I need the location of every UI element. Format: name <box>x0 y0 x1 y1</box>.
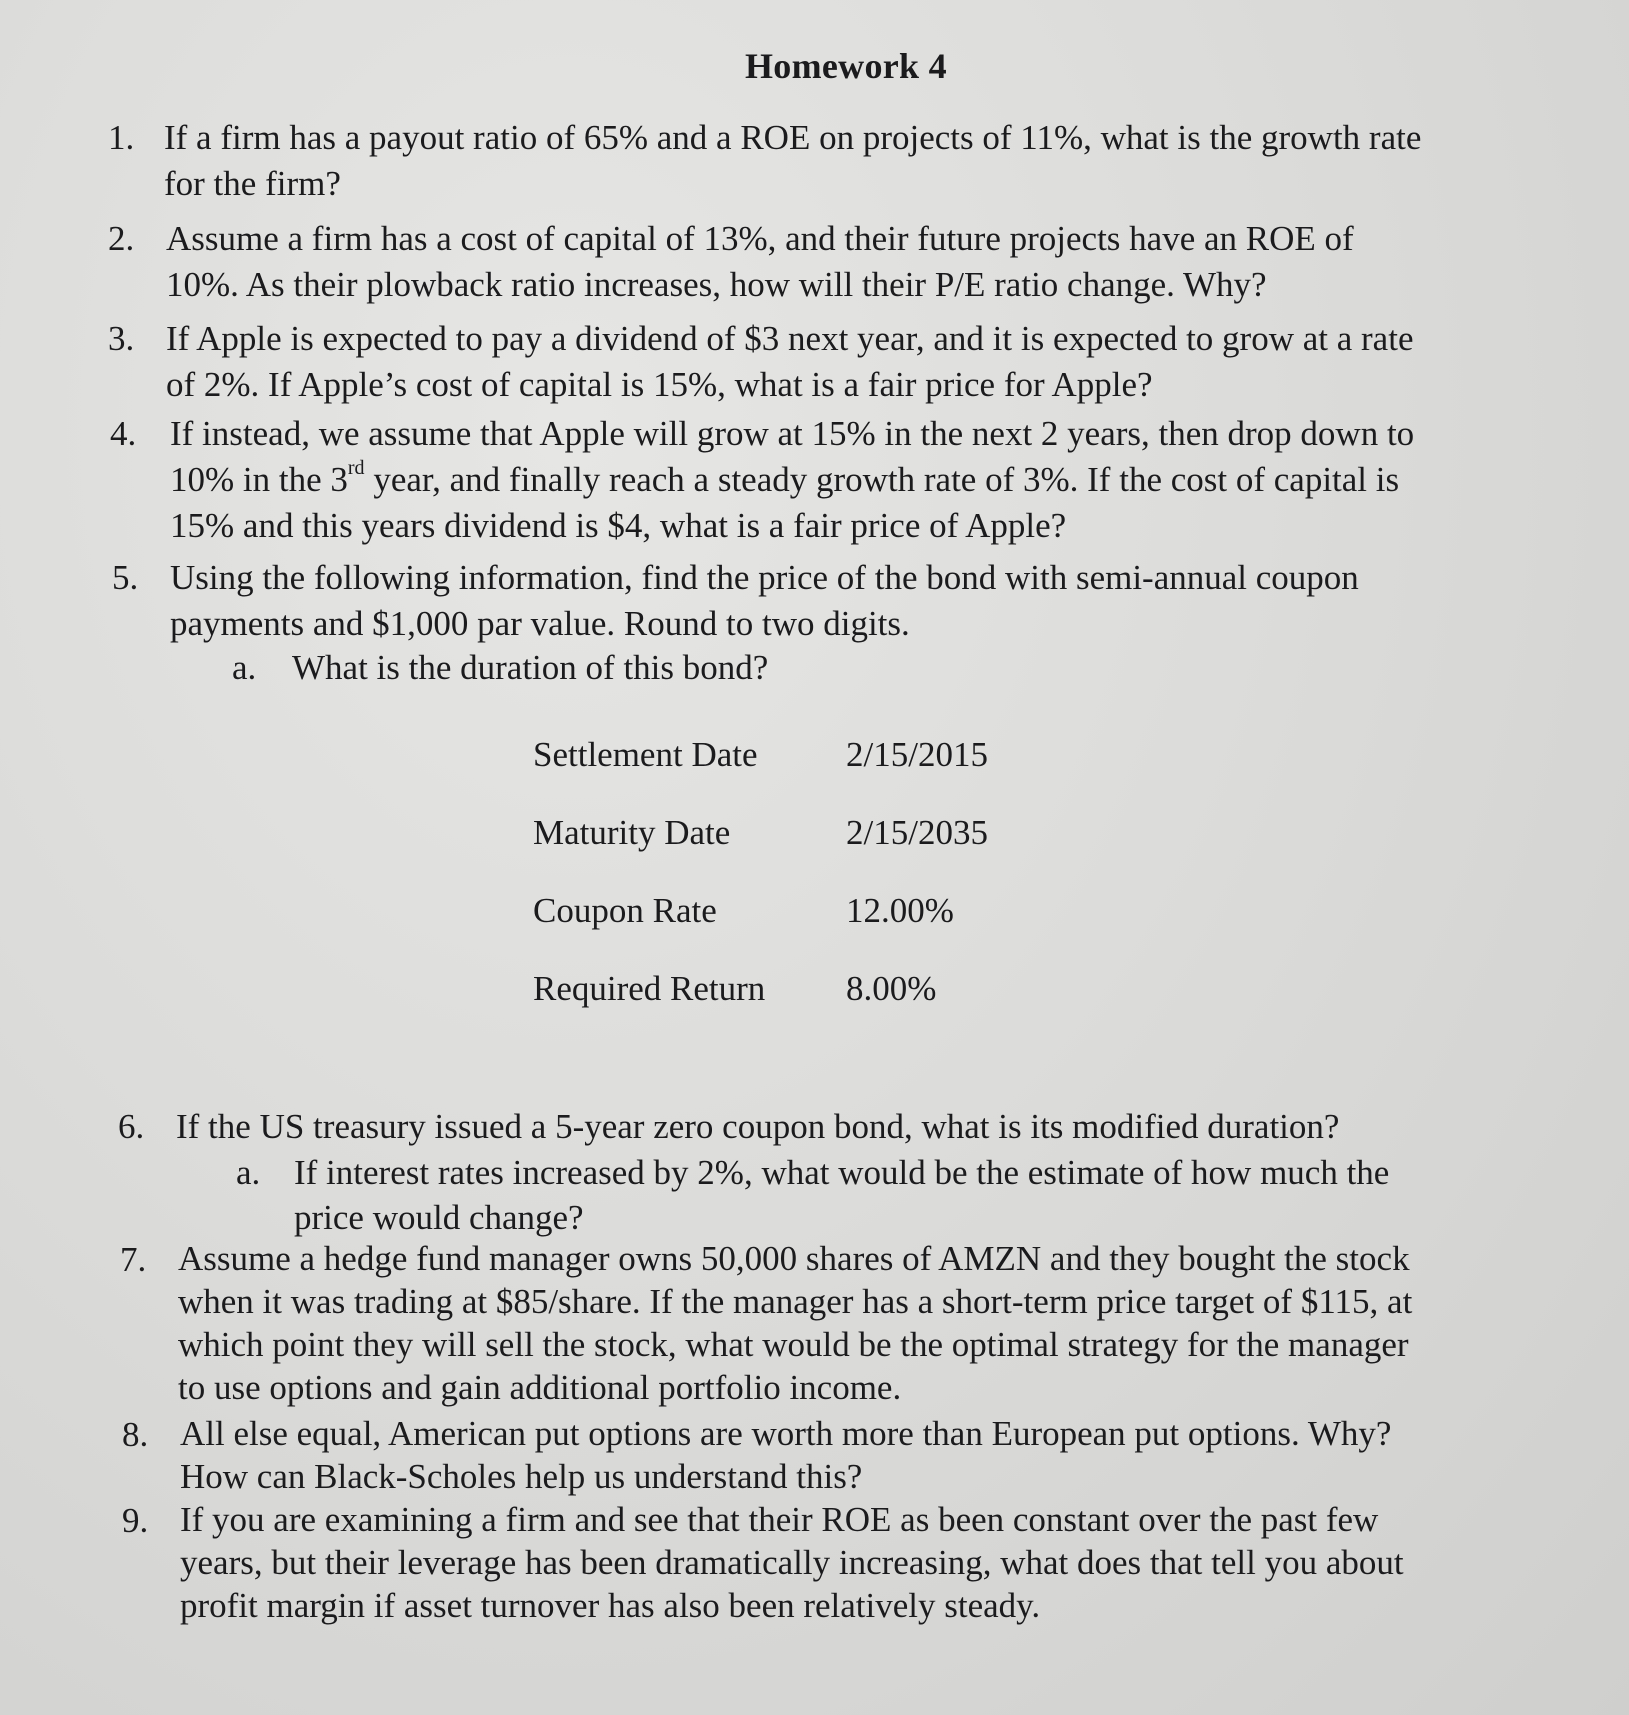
question-text-line: of 2%. If Apple’s cost of capital is 15%, what is a fair price for Apple? <box>166 365 1153 404</box>
question-number: 2. <box>108 219 135 258</box>
question-text-line: to use options and gain additional portfolio income. <box>178 1368 902 1407</box>
question-number: 6. <box>118 1107 145 1146</box>
bond-label: Maturity Date <box>533 813 731 852</box>
question-number: 7. <box>120 1240 147 1279</box>
question-9 <box>122 1498 1404 1627</box>
question-text-line: which point they will sell the stock, what would be the optimal strategy for the manager <box>178 1325 1409 1364</box>
question-6a <box>236 1150 1389 1240</box>
question-text-line: 15% and this years dividend is $4, what is a fair price of Apple? <box>170 506 1067 545</box>
subquestion-letter: a. <box>236 1153 261 1192</box>
question-text-line: 10%. As their plowback ratio increases, how will their P/E ratio change. Why? <box>166 265 1267 304</box>
bond-label: Required Return <box>533 969 766 1008</box>
question-text-line: Using the following information, find the price of the bond with semi-annual coupon <box>170 558 1359 597</box>
question-text-line: Assume a firm has a cost of capital of 13%, and their future projects have an ROE of <box>166 219 1354 258</box>
question-text-line: If Apple is expected to pay a dividend of $3 next year, and it is expected to grow at a rate <box>166 319 1414 358</box>
question-number: 8. <box>122 1415 149 1454</box>
question-6 <box>118 1104 1339 1150</box>
question-1 <box>108 115 1421 207</box>
question-4 <box>110 411 1414 549</box>
ordinal-superscript: rd <box>347 457 365 480</box>
bond-value: 2/15/2015 <box>846 735 988 774</box>
question-8 <box>122 1412 1391 1498</box>
question-text-line: Assume a hedge fund manager owns 50,000 shares of AMZN and they bought the stock <box>178 1239 1410 1278</box>
question-text-line: If a firm has a payout ratio of 65% and a ROE on projects of 11%, what is the growth rate <box>164 118 1422 157</box>
subquestion-letter: a. <box>232 648 257 687</box>
question-text-line: when it was trading at $85/share. If the manager has a short-term price target of $115, at <box>178 1282 1413 1321</box>
question-text-line: How can Black-Scholes help us understand this? <box>180 1457 863 1496</box>
subquestion-text: If interest rates increased by 2%, what would be the estimate of how much the <box>294 1153 1390 1192</box>
bond-value: 12.00% <box>846 891 954 930</box>
bond-value: 8.00% <box>846 969 937 1008</box>
question-text-line: All else equal, American put options are worth more than European put options. Why? <box>180 1414 1392 1453</box>
question-2 <box>108 216 1354 308</box>
question-number: 4. <box>110 414 137 453</box>
question-5a <box>232 645 768 690</box>
subquestion-text: What is the duration of this bond? <box>292 648 769 687</box>
subquestion-text: price would change? <box>294 1198 584 1237</box>
question-number: 1. <box>108 118 135 157</box>
question-text-line: If you are examining a firm and see that their ROE as been constant over the past few <box>180 1500 1379 1539</box>
question-text-line <box>170 457 1414 503</box>
question-text-line: If instead, we assume that Apple will grow at 15% in the next 2 years, then drop down to <box>170 414 1415 453</box>
question-text-line: for the firm? <box>164 164 341 203</box>
bond-label: Coupon Rate <box>533 891 717 930</box>
question-text-part: year, and finally reach a steady growth rate of 3%. If the cost of capital is <box>364 460 1400 499</box>
question-text-line: If the US treasury issued a 5-year zero coupon bond, what is its modified duration? <box>176 1107 1340 1146</box>
question-number: 9. <box>122 1501 149 1540</box>
question-text-line: years, but their leverage has been dramatically increasing, what does that tell you about <box>180 1543 1404 1582</box>
question-text-line: payments and $1,000 par value. Round to two digits. <box>170 604 910 643</box>
question-5 <box>112 555 1359 647</box>
question-7 <box>120 1237 1412 1409</box>
bond-label: Settlement Date <box>533 735 758 774</box>
question-number: 3. <box>108 319 135 358</box>
question-text-part: 10% in the 3 <box>170 460 348 499</box>
question-3 <box>108 316 1413 408</box>
question-text-line: profit margin if asset turnover has also been relatively steady. <box>180 1586 1041 1625</box>
bond-value: 2/15/2035 <box>846 813 988 852</box>
page-title: Homework 4 <box>745 46 947 86</box>
question-number: 5. <box>112 558 139 597</box>
